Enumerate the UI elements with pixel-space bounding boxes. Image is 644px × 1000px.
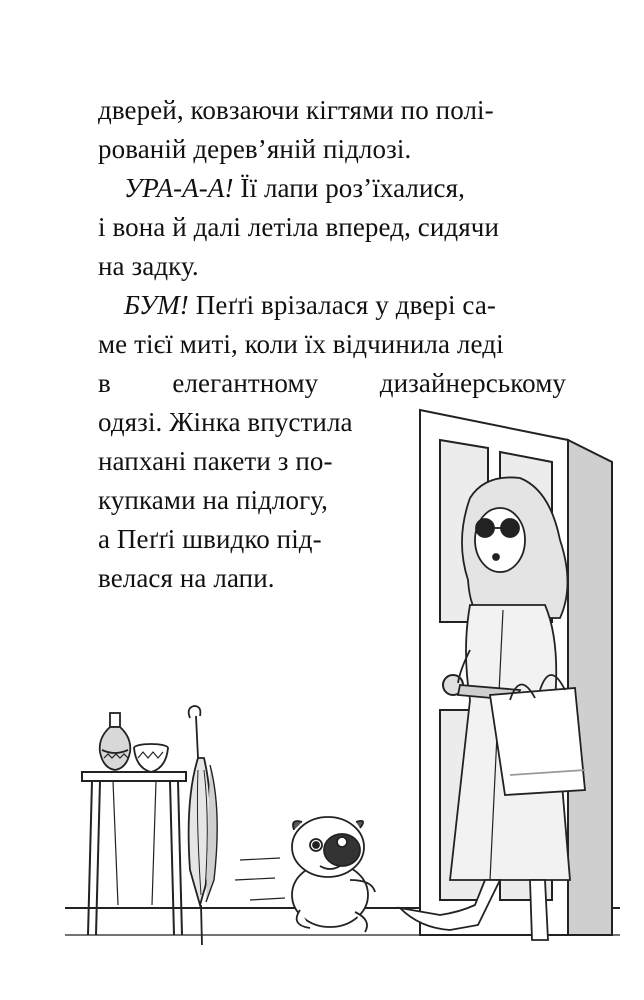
text-line-13: велася на лапи. — [98, 563, 275, 593]
text-line-8-word-2: елегантному — [172, 368, 319, 398]
exclamation-bum: БУМ! — [124, 290, 189, 320]
vase — [100, 713, 131, 770]
text-line-11: купками на підлогу, — [98, 485, 329, 515]
text-line-5: на задку. — [98, 251, 199, 281]
text-line-8-word-3: дизайнерському — [379, 368, 566, 398]
text-line-10: напхані пакети з по- — [98, 446, 333, 476]
text-line-12: а Пеґґі швидко під- — [98, 524, 322, 554]
text-line-1-content: дверей, ковзаючи кігтями по полі- — [98, 95, 494, 125]
text-line-8-word-1: в — [98, 368, 111, 398]
pug-peggy — [235, 817, 375, 932]
text-line-3-rest: Її лапи роз’їхалися, — [233, 173, 465, 203]
bowl — [134, 744, 168, 772]
text-line-2: рованій дерев’яній підлозі. — [98, 134, 412, 164]
text-line-6-rest: Пеґґі врізалася у двері са- — [188, 290, 496, 320]
text-line-4: і вона й далі летіла вперед, сидячи — [98, 212, 500, 242]
text-line-9: одязі. Жінка впустила — [98, 407, 353, 437]
exclamation-ura: УРА-А-А! — [124, 173, 234, 203]
text-line-7: ме тієї миті, коли їх відчинила леді — [98, 329, 504, 359]
side-table — [82, 772, 186, 935]
umbrella — [189, 706, 218, 945]
